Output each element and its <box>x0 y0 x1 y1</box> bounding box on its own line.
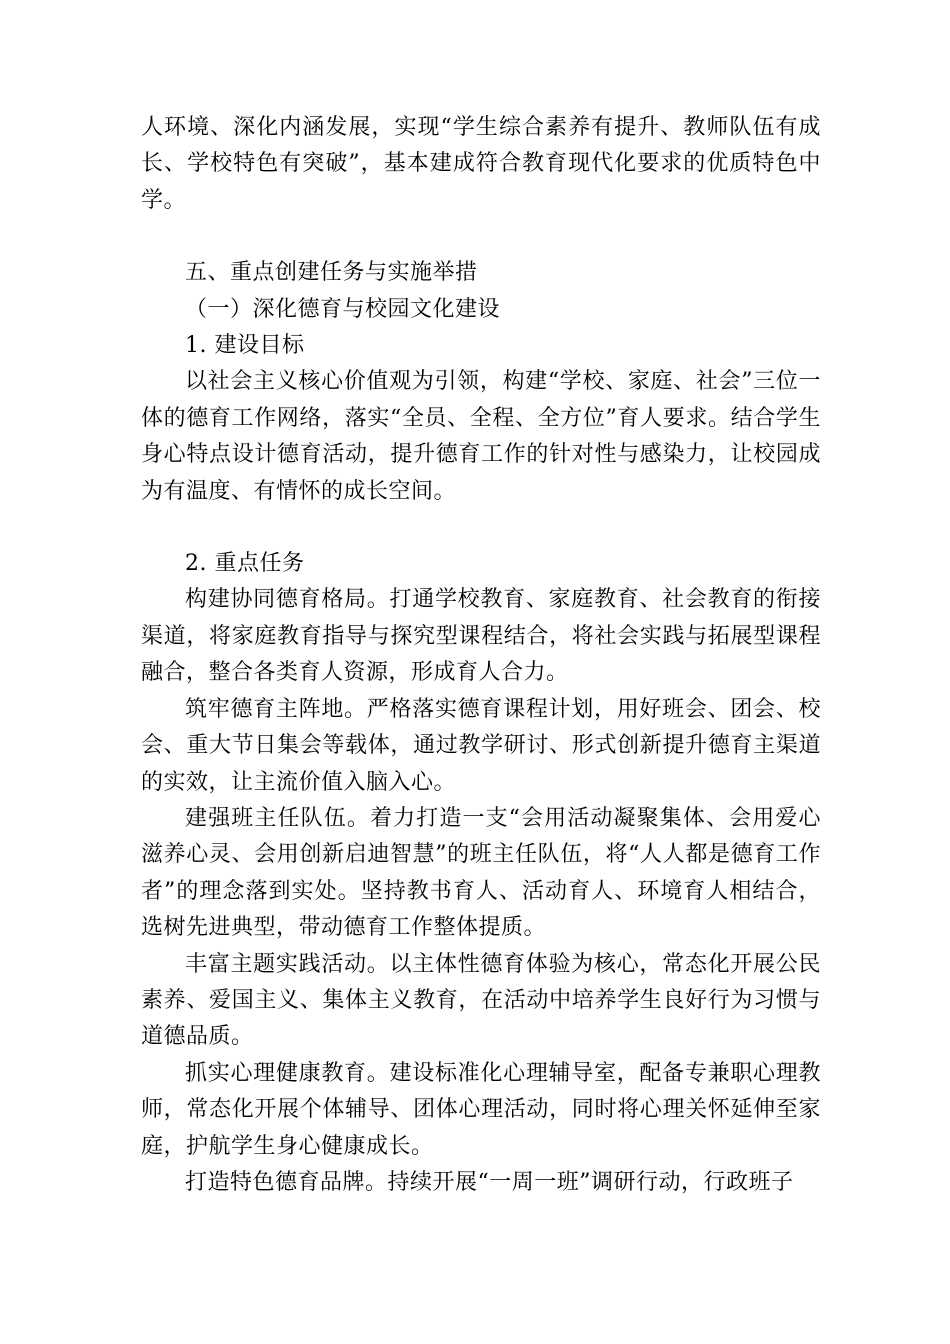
document-body <box>141 110 821 1201</box>
item-heading-goal: 1. 建设目标 <box>185 333 305 359</box>
paragraph-task-brand: 打造特色德育品牌。持续开展“一周一班”调研行动，行政班子 <box>185 1169 794 1195</box>
paragraph-task-main-front: 筑牢德育主阵地。严格落实德育课程计划，用好班会、团会、校会、重大节日集会等载体，通过教学研讨、形式创新提升德育主渠道的实效，让主流价值入脑入心。 <box>141 696 821 795</box>
subsection-heading-one: （一）深化德育与校园文化建设 <box>185 296 501 322</box>
item-heading-tasks: 2. 重点任务 <box>185 551 305 577</box>
paragraph-continuation: 人环境、深化内涵发展，实现“学生综合素养有提升、教师队伍有成长、学校特色有突破”，基本建成符合教育现代化要求的优质特色中学。 <box>141 115 821 213</box>
paragraph-task-mental-health: 抓实心理健康教育。建设标准化心理辅导室，配备专兼职心理教师，常态化开展个体辅导、团体心理活动，同时将心理关怀延伸至家庭，护航学生身心健康成长。 <box>141 1060 821 1159</box>
paragraph-task-practice: 丰富主题实践活动。以主体性德育体验为核心，常态化开展公民素养、爱国主义、集体主义教育，在活动中培养学生良好行为习惯与道德品质。 <box>141 951 821 1050</box>
paragraph-task-collaboration: 构建协同德育格局。打通学校教育、家庭教育、社会教育的衔接渠道，将家庭教育指导与探究型课程结合，将社会实践与拓展型课程融合，整合各类育人资源，形成育人合力。 <box>141 587 821 686</box>
paragraph-goal: 以社会主义核心价值观为引领，构建“学校、家庭、社会”三位一体的德育工作网络，落实“全员、全程、全方位”育人要求。结合学生身心特点设计德育活动，提升德育工作的针对性与感染力，让校园成为有温度、有情怀的成长空间。 <box>141 369 821 504</box>
paragraph-task-head-teachers: 建强班主任队伍。着力打造一支“会用活动凝聚集体、会用爱心滋养心灵、会用创新启迪智慧”的班主任队伍，将“人人都是德育工作者”的理念落到实处。坚持教书育人、活动育人、环境育人相结合，选树先进典型，带动德育工作整体提质。 <box>141 805 821 941</box>
section-heading-five: 五、重点创建任务与实施举措 <box>185 260 478 286</box>
